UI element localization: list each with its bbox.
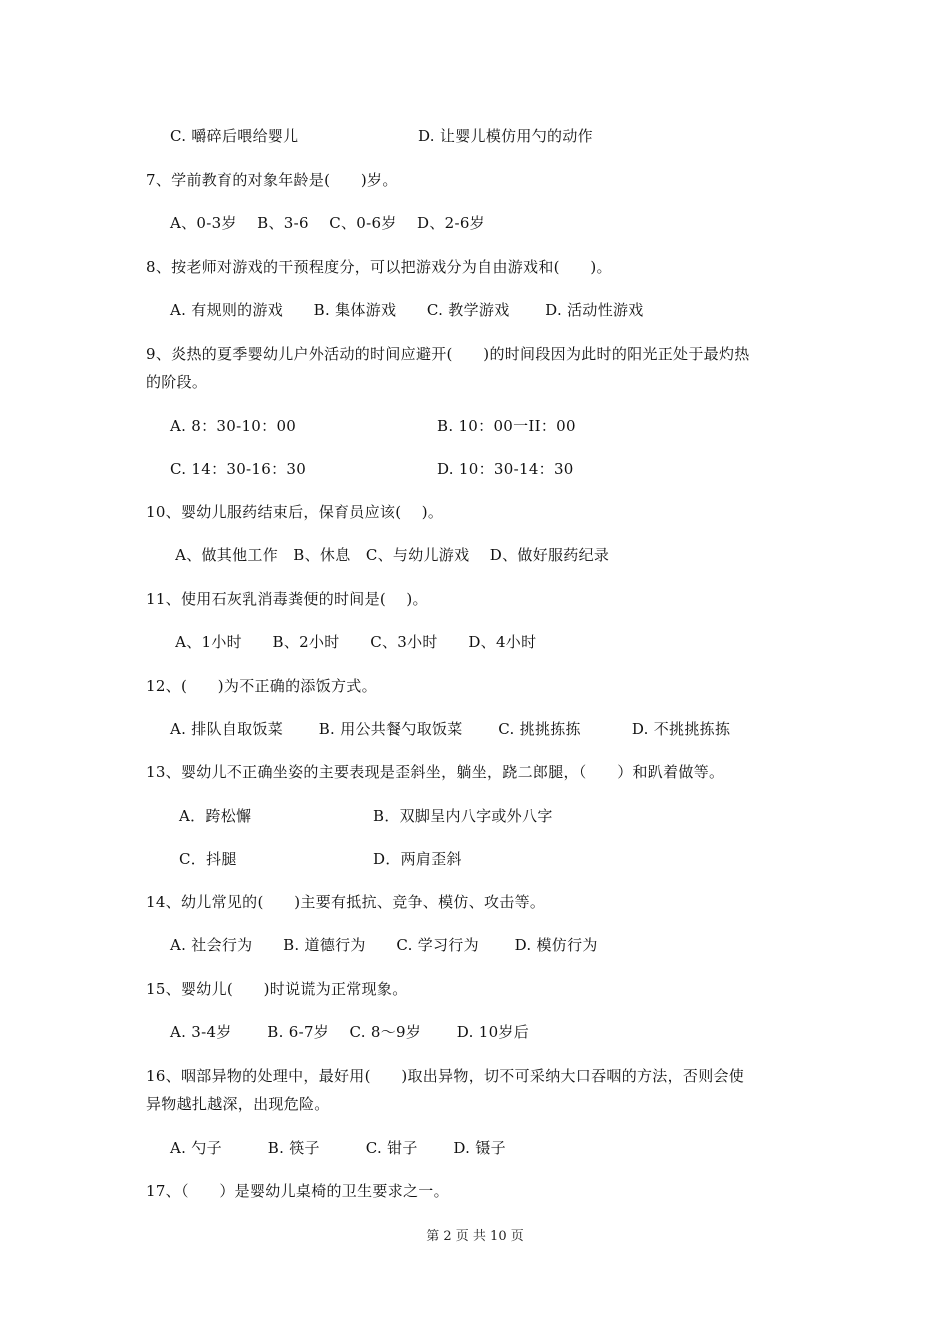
q14-options: A. 社会行为 B. 道德行为 C. 学习行为 D. 模仿行为 xyxy=(170,936,598,954)
q7-options: A、0-3岁 B、3-6 C、0-6岁 D、2-6岁 xyxy=(170,214,485,232)
q16-stem-line2: 异物越扎越深，出现危险。 xyxy=(146,1095,330,1113)
q16-options: A. 勺子 B. 筷子 C. 钳子 D. 镊子 xyxy=(170,1139,506,1157)
q13-option-c: C．抖腿 xyxy=(179,850,237,868)
q13-option-d: D．两肩歪斜 xyxy=(373,850,462,868)
q10-stem: 10、婴幼儿服药结束后，保育员应该( )。 xyxy=(146,503,444,521)
q6-option-c: C. 嚼碎后喂给婴儿 xyxy=(170,127,299,145)
q15-options: A. 3-4岁 B. 6-7岁 C. 8～9岁 D. 10岁后 xyxy=(170,1023,530,1041)
page-footer: 第 2 页 共 10 页 xyxy=(426,1229,524,1244)
q12-stem: 12、( )为不正确的添饭方式。 xyxy=(146,677,377,695)
q12-options: A. 排队自取饭菜 B. 用公共餐勺取饭菜 C. 挑挑拣拣 D. 不挑挑拣拣 xyxy=(170,720,731,738)
q11-options: A、1小时 B、2小时 C、3小时 D、4小时 xyxy=(170,633,537,651)
q13-option-b: B．双脚呈内八字或外八字 xyxy=(373,807,553,825)
q6-option-d: D. 让婴儿模仿用勺的动作 xyxy=(418,127,593,145)
q9-stem-line2: 的阶段。 xyxy=(146,373,208,391)
q11-stem: 11、使用石灰乳消毒粪便的时间是( )。 xyxy=(146,590,428,608)
q8-options: A. 有规则的游戏 B. 集体游戏 C. 教学游戏 D. 活动性游戏 xyxy=(170,301,644,319)
q9-option-c: C. 14：30-16：30 xyxy=(170,460,307,478)
q13-stem: 13、婴幼儿不正确坐姿的主要表现是歪斜坐，躺坐，跷二郎腿，（ ）和趴着做等。 xyxy=(146,763,725,781)
q8-stem: 8、按老师对游戏的干预程度分，可以把游戏分为自由游戏和( )。 xyxy=(146,258,612,276)
q17-stem: 17、（ ）是婴幼儿桌椅的卫生要求之一。 xyxy=(146,1182,449,1200)
q9-option-b: B. 10：00一II：00 xyxy=(437,417,576,435)
q14-stem: 14、幼儿常见的( )主要有抵抗、竞争、模仿、攻击等。 xyxy=(146,893,546,911)
q13-option-a: A．跨松懈 xyxy=(179,807,252,825)
q9-option-a: A. 8：30-10：00 xyxy=(170,417,297,435)
q15-stem: 15、婴幼儿( )时说谎为正常现象。 xyxy=(146,980,408,998)
q9-stem-line1: 9、炎热的夏季婴幼儿户外活动的时间应避开( )的时间段因为此时的阳光正处于最灼热 xyxy=(146,345,750,363)
q10-options: A、做其他工作 B、休息 C、与幼儿游戏 D、做好服药纪录 xyxy=(170,546,610,564)
q9-option-d: D. 10：30-14：30 xyxy=(437,460,574,478)
q16-stem-line1: 16、咽部异物的处理中，最好用( )取出异物，切不可采纳大口吞咽的方法，否则会使 xyxy=(146,1067,745,1085)
q7-stem: 7、学前教育的对象年龄是( )岁。 xyxy=(146,171,398,189)
